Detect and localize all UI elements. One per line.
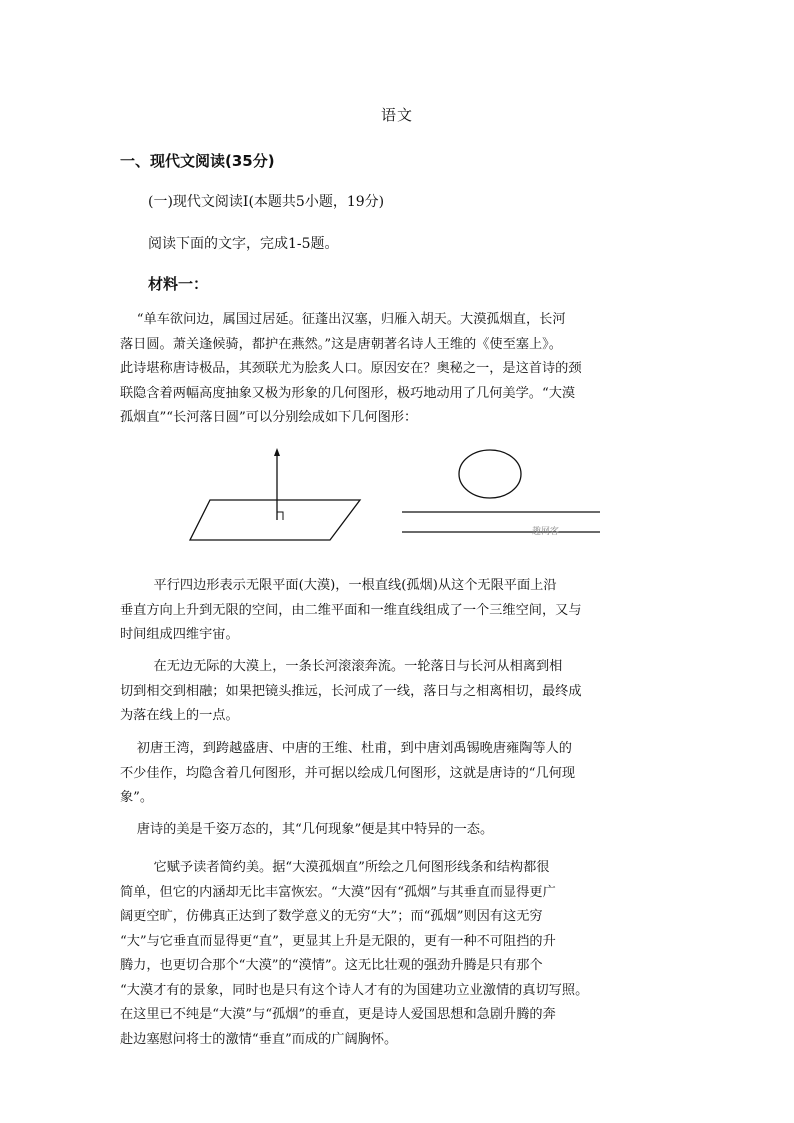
arrow-head-icon <box>274 448 280 456</box>
watermark-text: 趣网客 <box>532 527 560 537</box>
material-heading: 材料一： <box>148 275 209 293</box>
paragraph-beauty: 唐诗的美是千姿万态的，其“几何现象”便是其中特异的一态。 <box>120 822 494 837</box>
section-heading: 一、现代文阅读(35分) <box>120 152 275 170</box>
page-title: 语文 <box>380 106 413 124</box>
desert-plane-shape <box>190 500 360 540</box>
paragraph-simplicity: 它赋予读者简约美。据“大漠孤烟直”所绘之几何图形线条和结构都很 简单，但它的内涵却无比丰富恢宏。“大漠”因有“孤烟”与其垂直而显得更广 阔更空旷，仿佛真正达到了数学意义的无穷“大”；而“孤烟”则因有这无穷 “大”与它垂直而显得更“直”，更显其上升是无限的，更有一种不可阻挡的升 腾力，也更切合那个“大漠”的“漠情”。这无比壮观的强劲升腾是只有那个 “大漠才有的景象，同时也是只有这个诗人才有的为国建功立业激情的真切写照。 在这里已不纯是“大漠”与“孤烟”的垂直，更是诗人爱国思想和急剧升腾的奔 赴边塞慰问将士的激情“垂直”而成的广阔胸怀。 <box>120 860 589 1047</box>
paragraph-plane: 平行四边形表示无限平面(大漠)，一根直线(孤烟)从这个无限平面上沿 垂直方向上升到无限的空间，由二维平面和一维直线组成了一个三维空间，又与 时间组成四维宇宙。 <box>120 578 582 642</box>
paragraph-intro: “单车欲问边，属国过居延。征蓬出汉塞，归雁入胡天。大漠孤烟直，长河 落日圆。萧关逢候骑，都护在燕然。”这是唐朝著名诗人王维的《使至塞上》。 此诗堪称唐诗极品，其颈联尤为脍炙人口。原因安在？奥秘之一，是这首诗的颈 联隐含着两幅高度抽象又极为形象的几何图形，极巧地动用了几何美学。“大漠 孤烟直”“长河落日圆”可以分别绘成如下几何图形： <box>120 312 582 425</box>
subsection-heading: (一)现代文阅读Ⅰ(本题共5小题，19分) <box>148 194 385 210</box>
paragraph-phenomenon: 初唐王湾，到跨越盛唐、中唐的王维、杜甫，到中唐刘禹锡晚唐雍陶等人的 不少佳作，均隐含着几何图形，并可据以绘成几何图形，这就是唐诗的“几何现 象”。 <box>120 741 576 805</box>
geometry-figure <box>180 440 620 550</box>
setting-sun-circle <box>459 450 521 498</box>
paragraph-river: 在无边无际的大漠上，一条长河滚滚奔流。一轮落日与长河从相离到相 切到相交到相融；如果把镜头推远，长河成了一线，落日与之相离相切，最终成 为落在线上的一点。 <box>120 659 582 723</box>
instruction-text: 阅读下面的文字，完成1-5题。 <box>148 236 339 252</box>
right-angle-mark <box>277 512 283 520</box>
